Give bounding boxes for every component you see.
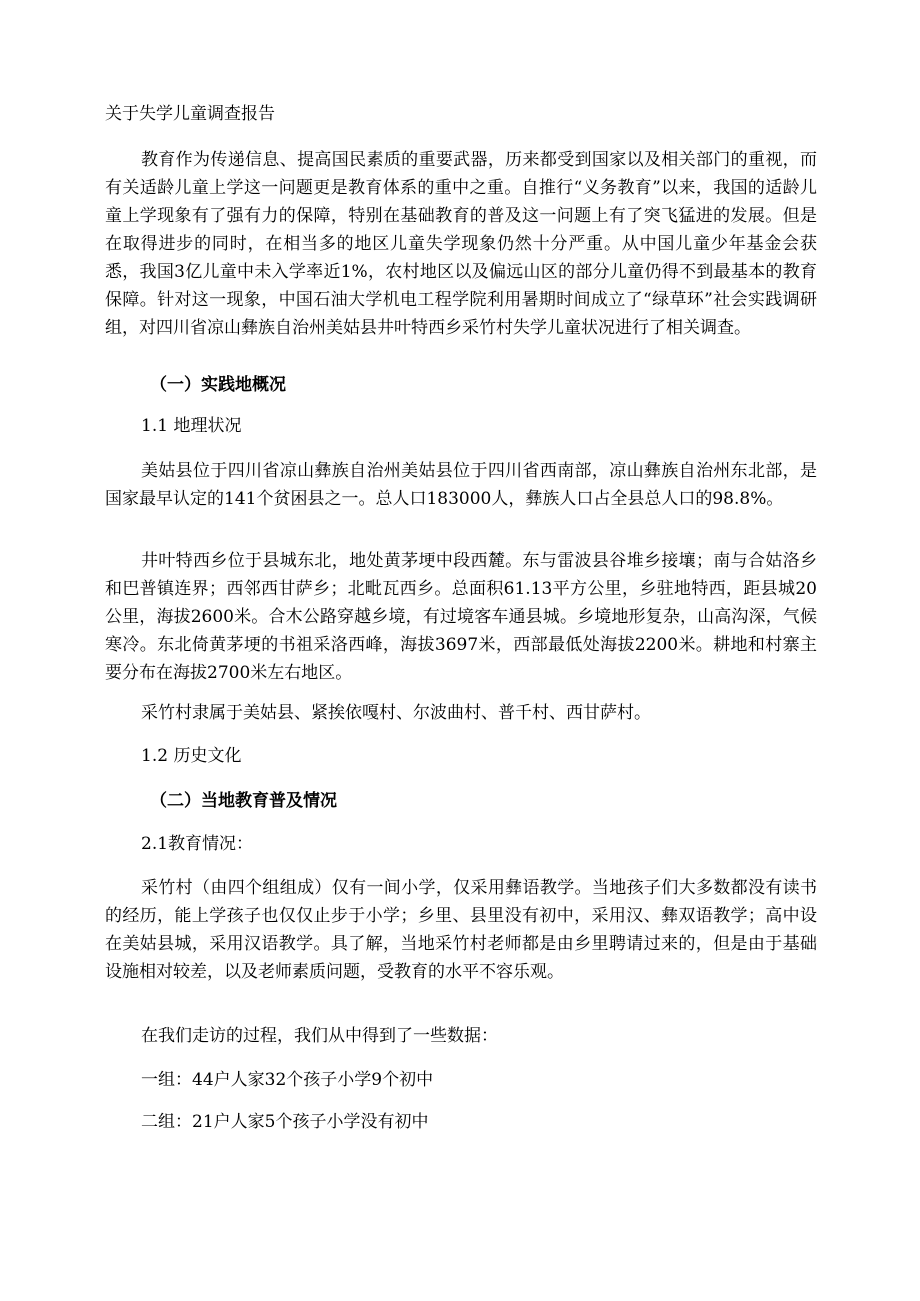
paragraph-visit: 在我们走访的过程，我们从中得到了一些数据： [141,1026,498,1046]
section1-sub1-heading: 1.1 地理状况 [141,416,242,436]
intro-paragraph: 教育作为传递信息、提高国民素质的重要武器，历来都受到国家以及相关部门的重视，而有关适龄儿童上学这一问题更是教育体系的重中之重。自推行“义务教育”以来，我国的适龄儿童上学现象有了强有力的保障，特别在基础教育的普及这一问题上有了突飞猛进的发展。但是在取得进步的同时，在相当多的地区儿童失学现象仍然十分严重。从中国儿童少年基金会获悉，我国3亿儿童中未入学率近1%，农村地区以及偏远山区的部分儿童仍得不到最基本的教育保障。针对这一现象，中国石油大学机电工程学院利用暑期时间成立了“绿草环”社会实践调研组，对四川省凉山彝族自治州美姑县井叶特西乡采竹村失学儿童状况进行了相关调查。 [105,150,817,338]
group2-data: 二组：21户人家5个孩子小学没有初中 [141,1112,429,1132]
paragraph-meigu: 美姑县位于四川省凉山彝族自治州美姑县位于四川省西南部，凉山彝族自治州东北部，是国家最早认定的141个贫困县之一。总人口183000人，彝族人口占全县总人口的98.8%。 [105,461,817,509]
paragraph-caizhu: 采竹村隶属于美姑县、紧挨依嘎村、尔波曲村、普千村、西甘萨村。 [141,703,651,723]
paragraph-jingyete: 井叶特西乡位于县城东北，地处黄茅埂中段西麓。东与雷波县谷堆乡接壤；南与合姑洛乡和巴普镇连界；西邻西甘萨乡；北毗瓦西乡。总面积61.13平方公里，乡驻地特西，距县城20公里，海拔2600米。合木公路穿越乡境，有过境客车通县城。乡境地形复杂，山高沟深，气候寒冷。东北倚黄茅埂的书祖采洛西峰，海拔3697米，西部最低处海拔2200米。耕地和村寨主要分布在海拔2700米左右地区。 [105,551,817,683]
section2-sub1-heading: 2.1教育情况： [141,834,254,854]
group1-data: 一组：44户人家32个孩子小学9个初中 [141,1070,434,1090]
document-title: 关于失学儿童调查报告 [105,104,275,124]
section1-sub2-heading: 1.2 历史文化 [141,746,242,766]
section1-heading: （一）实践地概况 [150,375,286,395]
paragraph-education: 采竹村（由四个组组成）仅有一间小学，仅采用彝语教学。当地孩子们大多数都没有读书的经历，能上学孩子也仅仅止步于小学；乡里、县里没有初中，采用汉、彝双语教学；高中设在美姑县城，采用汉语教学。具了解，当地采竹村老师都是由乡里聘请过来的，但是由于基础设施相对较差，以及老师素质问题，受教育的水平不容乐观。 [105,878,817,982]
section2-heading: （二）当地教育普及情况 [150,791,337,811]
